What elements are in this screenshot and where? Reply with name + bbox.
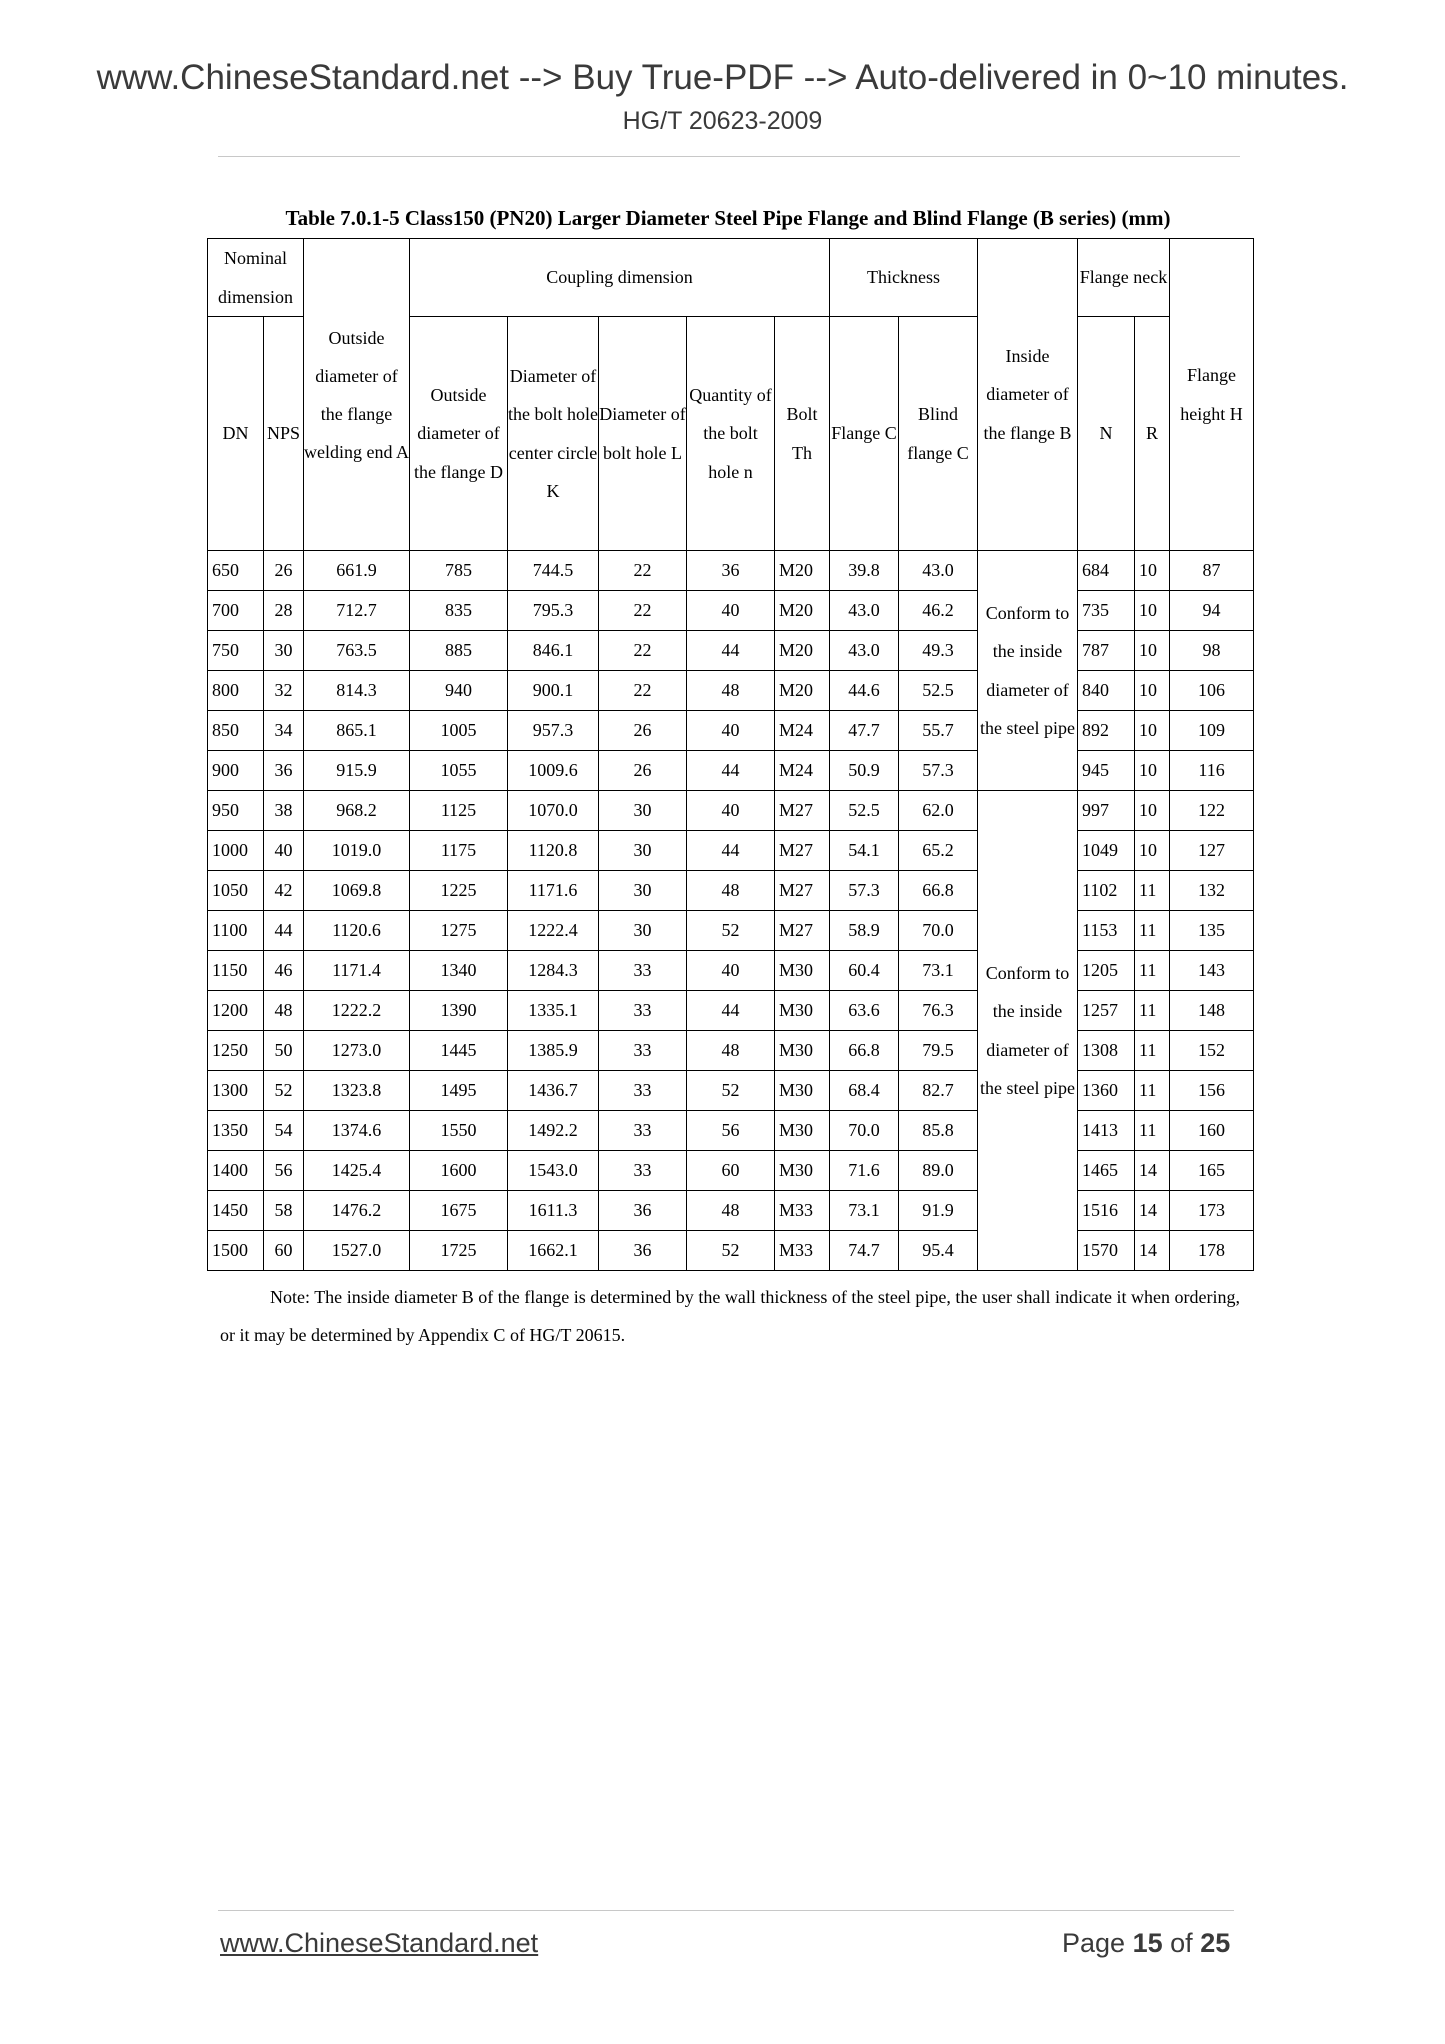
cell-cb: 46.2 <box>899 591 978 631</box>
cell-c: 52.5 <box>830 791 899 831</box>
cell-n: 40 <box>687 711 775 751</box>
cell-c: 47.7 <box>830 711 899 751</box>
cell-th: M30 <box>775 1111 830 1151</box>
cell-n: 44 <box>687 631 775 671</box>
table-row <box>208 1151 1254 1191</box>
header-bolt-hole-quantity: Quantity of the bolt hole n <box>687 317 775 551</box>
cell-c: 68.4 <box>830 1071 899 1111</box>
page-of: of <box>1170 1928 1193 1958</box>
cell-h: 122 <box>1170 791 1254 831</box>
cell-k: 1335.1 <box>508 991 599 1031</box>
cell-dn: 1250 <box>208 1031 264 1071</box>
cell-n: 52 <box>687 911 775 951</box>
cell-cb: 91.9 <box>899 1191 978 1231</box>
cell-dn: 1050 <box>208 871 264 911</box>
cell-r: 10 <box>1135 551 1170 591</box>
cell-neck-n: 1205 <box>1078 951 1135 991</box>
cell-r: 11 <box>1135 951 1170 991</box>
header-neck-n: N <box>1078 317 1135 551</box>
page-total: 25 <box>1200 1928 1231 1958</box>
site-banner[interactable]: www.ChineseStandard.net --> Buy True-PDF --> Auto-delivered in 0~10 minutes. <box>96 58 1349 97</box>
cell-a: 1374.6 <box>304 1111 410 1151</box>
footer-divider <box>218 1910 1234 1911</box>
cell-h: 165 <box>1170 1151 1254 1191</box>
cell-nps: 42 <box>264 871 304 911</box>
cell-neck-n: 892 <box>1078 711 1135 751</box>
cell-r: 11 <box>1135 871 1170 911</box>
cell-r: 10 <box>1135 591 1170 631</box>
cell-cb: 82.7 <box>899 1071 978 1111</box>
cell-r: 10 <box>1135 751 1170 791</box>
cell-c: 39.8 <box>830 551 899 591</box>
cell-l: 33 <box>599 951 687 991</box>
cell-neck-n: 735 <box>1078 591 1135 631</box>
cell-nps: 56 <box>264 1151 304 1191</box>
standard-number: HG/T 20623-2009 <box>622 107 823 135</box>
cell-nps: 36 <box>264 751 304 791</box>
cell-n: 40 <box>687 951 775 991</box>
cell-l: 22 <box>599 671 687 711</box>
table-row <box>208 711 1254 751</box>
table-row <box>208 551 1254 591</box>
footer-site-link[interactable]: www.ChineseStandard.net <box>220 1928 539 1958</box>
header-neck-r: R <box>1135 317 1170 551</box>
cell-h: 109 <box>1170 711 1254 751</box>
cell-th: M24 <box>775 711 830 751</box>
cell-dn: 650 <box>208 551 264 591</box>
cell-k: 846.1 <box>508 631 599 671</box>
cell-a: 661.9 <box>304 551 410 591</box>
cell-dn: 950 <box>208 791 264 831</box>
cell-n: 48 <box>687 1191 775 1231</box>
cell-a: 1527.0 <box>304 1231 410 1271</box>
cell-a: 1222.2 <box>304 991 410 1031</box>
cell-d: 1125 <box>410 791 508 831</box>
table-row <box>208 1191 1254 1231</box>
cell-cb: 79.5 <box>899 1031 978 1071</box>
table-row <box>208 871 1254 911</box>
cell-cb: 66.8 <box>899 871 978 911</box>
cell-neck-n: 1049 <box>1078 831 1135 871</box>
cell-dn: 850 <box>208 711 264 751</box>
header-bolt: Bolt Th <box>775 317 830 551</box>
cell-n: 36 <box>687 551 775 591</box>
cell-a: 763.5 <box>304 631 410 671</box>
cell-k: 744.5 <box>508 551 599 591</box>
cell-h: 178 <box>1170 1231 1254 1271</box>
cell-dn: 1150 <box>208 951 264 991</box>
cell-h: 148 <box>1170 991 1254 1031</box>
cell-neck-n: 684 <box>1078 551 1135 591</box>
cell-dn: 1000 <box>208 831 264 871</box>
cell-cb: 76.3 <box>899 991 978 1031</box>
table-row <box>208 911 1254 951</box>
header-bolt-circle: Diameter of the bolt hole center circle K <box>508 317 599 551</box>
cell-cb: 89.0 <box>899 1151 978 1191</box>
table-row <box>208 831 1254 871</box>
cell-dn: 1100 <box>208 911 264 951</box>
flange-dimension-table <box>207 238 1254 1271</box>
header-divider <box>218 156 1240 157</box>
table-title: Table 7.0.1-5 Class150 (PN20) Larger Diameter Steel Pipe Flange and Blind Flange (B series) (mm) <box>285 206 1171 230</box>
page-current: 15 <box>1132 1928 1163 1958</box>
cell-a: 915.9 <box>304 751 410 791</box>
cell-th: M33 <box>775 1191 830 1231</box>
cell-d: 1340 <box>410 951 508 991</box>
table-row <box>208 1111 1254 1151</box>
cell-dn: 1350 <box>208 1111 264 1151</box>
cell-d: 1725 <box>410 1231 508 1271</box>
cell-c: 60.4 <box>830 951 899 991</box>
cell-dn: 1300 <box>208 1071 264 1111</box>
table-note: Note: The inside diameter B of the flange is determined by the wall thickness of the steel pipe, the user shall indicate it when ordering, or it may be determined by Appendix C of HG/T 20615. <box>220 1287 1240 1345</box>
cell-c: 73.1 <box>830 1191 899 1231</box>
cell-a: 1069.8 <box>304 871 410 911</box>
cell-cb: 52.5 <box>899 671 978 711</box>
cell-l: 33 <box>599 1151 687 1191</box>
cell-r: 10 <box>1135 791 1170 831</box>
cell-d: 1390 <box>410 991 508 1031</box>
header-nps: NPS <box>264 317 304 551</box>
cell-h: 152 <box>1170 1031 1254 1071</box>
cell-r: 11 <box>1135 911 1170 951</box>
cell-c: 43.0 <box>830 631 899 671</box>
cell-l: 26 <box>599 751 687 791</box>
cell-d: 1175 <box>410 831 508 871</box>
cell-k: 1611.3 <box>508 1191 599 1231</box>
cell-r: 11 <box>1135 1111 1170 1151</box>
cell-neck-n: 1570 <box>1078 1231 1135 1271</box>
cell-k: 1284.3 <box>508 951 599 991</box>
cell-k: 1120.8 <box>508 831 599 871</box>
cell-l: 22 <box>599 591 687 631</box>
cell-dn: 700 <box>208 591 264 631</box>
cell-k: 1009.6 <box>508 751 599 791</box>
cell-neck-n: 1465 <box>1078 1151 1135 1191</box>
table-row <box>208 991 1254 1031</box>
cell-cb: 73.1 <box>899 951 978 991</box>
cell-a: 1120.6 <box>304 911 410 951</box>
cell-d: 1675 <box>410 1191 508 1231</box>
cell-nps: 54 <box>264 1111 304 1151</box>
cell-c: 63.6 <box>830 991 899 1031</box>
cell-c: 50.9 <box>830 751 899 791</box>
header-nominal-dimension: Nominal dimension <box>208 239 304 317</box>
cell-dn: 1200 <box>208 991 264 1031</box>
cell-inside-diameter: Conform to the inside diameter of the steel pipe <box>978 551 1078 791</box>
cell-dn: 800 <box>208 671 264 711</box>
cell-n: 48 <box>687 871 775 911</box>
cell-d: 785 <box>410 551 508 591</box>
cell-nps: 44 <box>264 911 304 951</box>
cell-l: 30 <box>599 791 687 831</box>
header-flange-thickness: Flange C <box>830 317 899 551</box>
cell-n: 48 <box>687 671 775 711</box>
cell-a: 968.2 <box>304 791 410 831</box>
header-flange-neck: Flange neck <box>1078 239 1170 317</box>
cell-r: 10 <box>1135 631 1170 671</box>
cell-nps: 52 <box>264 1071 304 1111</box>
cell-h: 173 <box>1170 1191 1254 1231</box>
cell-d: 835 <box>410 591 508 631</box>
cell-nps: 32 <box>264 671 304 711</box>
cell-h: 94 <box>1170 591 1254 631</box>
cell-r: 11 <box>1135 1031 1170 1071</box>
cell-nps: 38 <box>264 791 304 831</box>
cell-d: 940 <box>410 671 508 711</box>
cell-n: 44 <box>687 991 775 1031</box>
cell-c: 66.8 <box>830 1031 899 1071</box>
cell-th: M27 <box>775 831 830 871</box>
cell-d: 1495 <box>410 1071 508 1111</box>
cell-d: 1055 <box>410 751 508 791</box>
cell-neck-n: 1153 <box>1078 911 1135 951</box>
cell-h: 143 <box>1170 951 1254 991</box>
cell-nps: 48 <box>264 991 304 1031</box>
cell-a: 1323.8 <box>304 1071 410 1111</box>
cell-a: 1171.4 <box>304 951 410 991</box>
cell-nps: 26 <box>264 551 304 591</box>
cell-l: 36 <box>599 1191 687 1231</box>
cell-cb: 49.3 <box>899 631 978 671</box>
cell-r: 14 <box>1135 1191 1170 1231</box>
cell-nps: 34 <box>264 711 304 751</box>
cell-nps: 60 <box>264 1231 304 1271</box>
cell-th: M33 <box>775 1231 830 1271</box>
cell-c: 43.0 <box>830 591 899 631</box>
header-thickness: Thickness <box>830 239 978 317</box>
cell-th: M24 <box>775 751 830 791</box>
cell-th: M30 <box>775 1151 830 1191</box>
cell-a: 865.1 <box>304 711 410 751</box>
cell-nps: 50 <box>264 1031 304 1071</box>
cell-l: 30 <box>599 911 687 951</box>
cell-a: 814.3 <box>304 671 410 711</box>
header-bolt-hole-diameter: Diameter of bolt hole L <box>599 317 687 551</box>
cell-n: 52 <box>687 1071 775 1111</box>
cell-k: 1171.6 <box>508 871 599 911</box>
cell-l: 33 <box>599 1031 687 1071</box>
cell-c: 74.7 <box>830 1231 899 1271</box>
cell-k: 900.1 <box>508 671 599 711</box>
cell-r: 11 <box>1135 991 1170 1031</box>
cell-l: 33 <box>599 1071 687 1111</box>
cell-th: M20 <box>775 591 830 631</box>
cell-c: 54.1 <box>830 831 899 871</box>
cell-d: 1600 <box>410 1151 508 1191</box>
cell-l: 30 <box>599 871 687 911</box>
cell-th: M20 <box>775 551 830 591</box>
cell-d: 1445 <box>410 1031 508 1071</box>
cell-d: 885 <box>410 631 508 671</box>
cell-a: 1019.0 <box>304 831 410 871</box>
header-inside-diameter: Inside diameter of the flange B <box>978 239 1078 551</box>
cell-th: M30 <box>775 991 830 1031</box>
cell-h: 98 <box>1170 631 1254 671</box>
table-row <box>208 1031 1254 1071</box>
cell-c: 58.9 <box>830 911 899 951</box>
cell-dn: 1500 <box>208 1231 264 1271</box>
cell-h: 135 <box>1170 911 1254 951</box>
cell-neck-n: 997 <box>1078 791 1135 831</box>
cell-r: 11 <box>1135 1071 1170 1111</box>
cell-l: 26 <box>599 711 687 751</box>
cell-l: 22 <box>599 551 687 591</box>
cell-h: 87 <box>1170 551 1254 591</box>
cell-th: M27 <box>775 871 830 911</box>
page-label: Page <box>1062 1928 1126 1958</box>
table-row <box>208 631 1254 671</box>
cell-n: 48 <box>687 1031 775 1071</box>
cell-nps: 28 <box>264 591 304 631</box>
cell-a: 1476.2 <box>304 1191 410 1231</box>
cell-h: 116 <box>1170 751 1254 791</box>
cell-n: 40 <box>687 791 775 831</box>
cell-k: 1385.9 <box>508 1031 599 1071</box>
header-outside-diameter-welding-end: Outside diameter of the flange welding end A <box>304 239 410 551</box>
cell-th: M30 <box>775 951 830 991</box>
cell-neck-n: 840 <box>1078 671 1135 711</box>
header-dn: DN <box>208 317 264 551</box>
table-row <box>208 671 1254 711</box>
cell-h: 132 <box>1170 871 1254 911</box>
cell-neck-n: 1516 <box>1078 1191 1135 1231</box>
cell-neck-n: 787 <box>1078 631 1135 671</box>
cell-n: 56 <box>687 1111 775 1151</box>
cell-a: 1425.4 <box>304 1151 410 1191</box>
cell-th: M27 <box>775 911 830 951</box>
table-body <box>208 551 1254 1271</box>
table-row <box>208 751 1254 791</box>
cell-c: 44.6 <box>830 671 899 711</box>
cell-r: 10 <box>1135 831 1170 871</box>
table-row <box>208 791 1254 831</box>
cell-neck-n: 1413 <box>1078 1111 1135 1151</box>
cell-r: 14 <box>1135 1151 1170 1191</box>
cell-n: 40 <box>687 591 775 631</box>
table-row <box>208 1071 1254 1111</box>
cell-n: 60 <box>687 1151 775 1191</box>
table-row <box>208 1231 1254 1271</box>
cell-nps: 40 <box>264 831 304 871</box>
cell-h: 106 <box>1170 671 1254 711</box>
cell-h: 127 <box>1170 831 1254 871</box>
cell-th: M30 <box>775 1071 830 1111</box>
cell-nps: 46 <box>264 951 304 991</box>
cell-k: 1070.0 <box>508 791 599 831</box>
cell-a: 1273.0 <box>304 1031 410 1071</box>
cell-n: 52 <box>687 1231 775 1271</box>
cell-d: 1275 <box>410 911 508 951</box>
cell-k: 1222.4 <box>508 911 599 951</box>
cell-n: 44 <box>687 751 775 791</box>
cell-l: 30 <box>599 831 687 871</box>
cell-h: 156 <box>1170 1071 1254 1111</box>
cell-k: 1662.1 <box>508 1231 599 1271</box>
cell-nps: 58 <box>264 1191 304 1231</box>
cell-n: 44 <box>687 831 775 871</box>
cell-r: 10 <box>1135 711 1170 751</box>
cell-h: 160 <box>1170 1111 1254 1151</box>
cell-neck-n: 1257 <box>1078 991 1135 1031</box>
cell-c: 70.0 <box>830 1111 899 1151</box>
cell-k: 1436.7 <box>508 1071 599 1111</box>
cell-k: 957.3 <box>508 711 599 751</box>
cell-l: 33 <box>599 991 687 1031</box>
cell-r: 10 <box>1135 671 1170 711</box>
cell-cb: 85.8 <box>899 1111 978 1151</box>
cell-a: 712.7 <box>304 591 410 631</box>
cell-neck-n: 1102 <box>1078 871 1135 911</box>
cell-dn: 1400 <box>208 1151 264 1191</box>
cell-cb: 62.0 <box>899 791 978 831</box>
cell-th: M20 <box>775 631 830 671</box>
cell-th: M30 <box>775 1031 830 1071</box>
cell-l: 36 <box>599 1231 687 1271</box>
cell-l: 33 <box>599 1111 687 1151</box>
cell-neck-n: 1360 <box>1078 1071 1135 1111</box>
header-flange-height: Flange height H <box>1170 239 1254 551</box>
cell-cb: 70.0 <box>899 911 978 951</box>
cell-cb: 43.0 <box>899 551 978 591</box>
cell-th: M20 <box>775 671 830 711</box>
cell-cb: 95.4 <box>899 1231 978 1271</box>
cell-d: 1005 <box>410 711 508 751</box>
cell-nps: 30 <box>264 631 304 671</box>
header-blind-flange-thickness: Blind flange C <box>899 317 978 551</box>
cell-c: 71.6 <box>830 1151 899 1191</box>
cell-cb: 57.3 <box>899 751 978 791</box>
table-row <box>208 591 1254 631</box>
cell-cb: 65.2 <box>899 831 978 871</box>
header-coupling-dimension: Coupling dimension <box>410 239 830 317</box>
cell-neck-n: 1308 <box>1078 1031 1135 1071</box>
cell-inside-diameter: Conform to the inside diameter of the steel pipe <box>978 791 1078 1271</box>
cell-dn: 1450 <box>208 1191 264 1231</box>
cell-c: 57.3 <box>830 871 899 911</box>
table-row <box>208 951 1254 991</box>
cell-k: 1492.2 <box>508 1111 599 1151</box>
cell-r: 14 <box>1135 1231 1170 1271</box>
cell-dn: 750 <box>208 631 264 671</box>
cell-neck-n: 945 <box>1078 751 1135 791</box>
cell-k: 795.3 <box>508 591 599 631</box>
cell-th: M27 <box>775 791 830 831</box>
cell-d: 1550 <box>410 1111 508 1151</box>
cell-l: 22 <box>599 631 687 671</box>
cell-d: 1225 <box>410 871 508 911</box>
header-outside-diameter-flange: Outside diameter of the flange D <box>410 317 508 551</box>
cell-dn: 900 <box>208 751 264 791</box>
cell-k: 1543.0 <box>508 1151 599 1191</box>
cell-cb: 55.7 <box>899 711 978 751</box>
page-indicator <box>1062 1928 1230 1959</box>
